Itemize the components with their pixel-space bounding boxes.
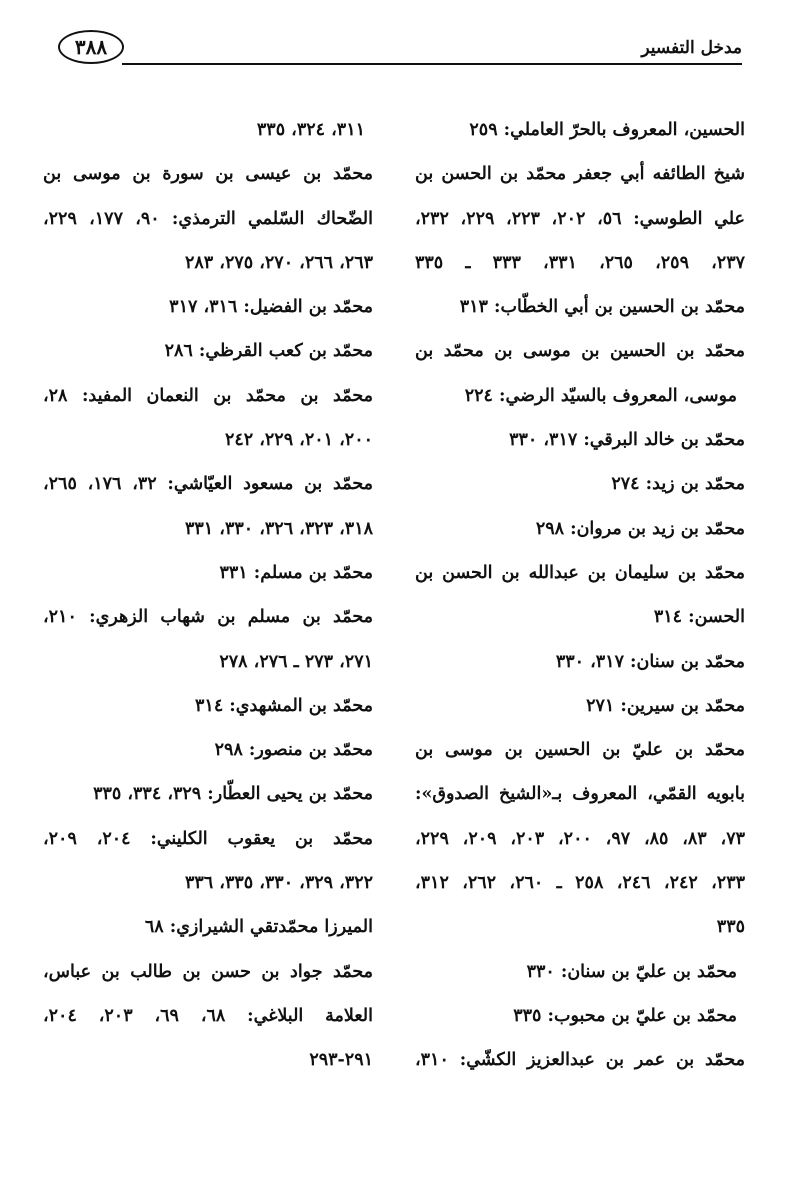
- page-number: ٣٨٨: [58, 30, 124, 64]
- index-entry-line: العلامة البلاغي: ٦٨، ٦٩، ٢٠٣، ٢٠٤،: [43, 1005, 373, 1026]
- index-entry-line: محمّد جواد بن حسن بن طالب بن عباس،: [43, 961, 373, 982]
- index-entry-line: محمّد بن عليّ بن الحسين بن موسى بن: [415, 740, 745, 761]
- index-entry-line: محمّد بن سليمان بن عبدالله بن الحسن بن: [415, 562, 745, 583]
- index-entry-line: محمّد بن عليّ بن محبوب: ٣٣٥: [513, 1005, 737, 1026]
- index-entry-line: ٣٢٢، ٣٢٩، ٣٣٠، ٣٣٥، ٣٣٦: [184, 873, 373, 894]
- index-entry-line: علي الطوسي: ٥٦، ٢٠٢، ٢٢٣، ٢٢٩، ٢٣٢،: [415, 208, 745, 229]
- index-entry-line: بابويه القمّي، المعروف بـ«الشيخ الصدوق»:: [415, 784, 745, 805]
- index-entry-line: محمّد بن مسلم بن شهاب الزهري: ٢١٠،: [43, 607, 373, 628]
- running-title: مدخل التفسير: [641, 38, 742, 58]
- index-entry-line: محمّد بن عمر بن عبدالعزيز الكشّي: ٣١٠،: [415, 1050, 745, 1071]
- index-entry-line: محمّد بن المشهدي: ٣١٤: [195, 695, 373, 716]
- index-entry-line: محمّد بن محمّد بن النعمان المفيد: ٢٨،: [43, 385, 373, 406]
- index-entry-line: شيخ الطائفه أبي جعفر محمّد بن الحسن بن: [415, 164, 745, 185]
- index-entry-line: محمّد بن منصور: ٢٩٨: [214, 740, 373, 761]
- index-entry-line: محمّد بن سنان: ٣١٧، ٣٣٠: [555, 651, 745, 672]
- header-rule: [122, 63, 742, 65]
- index-entry-line: محمّد بن سيرين: ٢٧١: [586, 695, 745, 716]
- index-entry-line: ٣٣٥: [716, 917, 745, 938]
- index-entry-line: الضّحاك السّلمي الترمذي: ٩٠، ١٧٧، ٢٢٩،: [43, 208, 373, 229]
- index-entry-line: محمّد بن زيد: ٢٧٤: [611, 474, 745, 495]
- index-entry-line: محمّد بن كعب القرظي: ٢٨٦: [164, 341, 373, 362]
- index-entry-line: محمّد بن الفضيل: ٣١٦، ٣١٧: [169, 297, 373, 318]
- index-entry-line: محمّد بن يحيى العطّار: ٣٢٩، ٣٣٤، ٣٣٥: [93, 784, 373, 805]
- index-entry-line: ٢٩١-٢٩٣: [309, 1050, 373, 1071]
- index-entry-line: محمّد بن مسعود العيّاشي: ٣٢، ١٧٦، ٢٦٥،: [43, 474, 373, 495]
- index-entry-line: الحسين، المعروف بالحرّ العاملي: ٢٥٩: [469, 120, 745, 140]
- index-entry-line: محمّد بن مسلم: ٣٣١: [219, 562, 373, 583]
- index-entry-line: محمّد بن زيد بن مروان: ٢٩٨: [535, 518, 745, 539]
- index-entry-line: محمّد بن الحسين بن موسى بن محمّد بن: [415, 341, 745, 362]
- index-entry-line: محمّد بن يعقوب الكليني: ٢٠٤، ٢٠٩،: [43, 828, 373, 849]
- index-entry-line: ٧٣، ٨٣، ٨٥، ٩٧، ٢٠٠، ٢٠٣، ٢٠٩، ٢٢٩،: [415, 828, 745, 849]
- page-header: [58, 30, 742, 70]
- index-entry-line: الميرزا محمّدتقي الشيرازي: ٦٨: [144, 917, 373, 938]
- index-column-right: [415, 108, 745, 1083]
- index-entry-line: ٢٠٠، ٢٠١، ٢٢٩، ٢٤٢: [224, 430, 373, 451]
- index-entry-line: محمّد بن عيسى بن سورة بن موسى بن: [43, 164, 373, 185]
- index-entry-line: ٣١١، ٣٢٤، ٣٣٥: [256, 120, 365, 140]
- index-entry-line: محمّد بن الحسين بن أبي الخطّاب: ٣١٣: [459, 297, 745, 318]
- index-entry-line: ٢٧١، ٢٧٣ ـ ٢٧٦، ٢٧٨: [219, 651, 373, 672]
- index-entry-line: ٢٣٧، ٢٥٩، ٢٦٥، ٣٣١، ٣٣٣ ـ ٣٣٥: [415, 252, 745, 273]
- index-entry-line: محمّد بن عليّ بن سنان: ٣٣٠: [526, 961, 737, 982]
- index-entry-line: محمّد بن خالد البرقي: ٣١٧، ٣٣٠: [509, 430, 745, 451]
- index-entry-line: موسى، المعروف بالسيّد الرضي: ٢٢٤: [464, 385, 737, 406]
- index-entry-line: الحسن: ٣١٤: [653, 607, 745, 628]
- index-entry-line: ٢٦٣، ٢٦٦، ٢٧٠، ٢٧٥، ٢٨٣: [184, 252, 373, 273]
- index-entry-line: ٢٣٣، ٢٤٢، ٢٤٦، ٢٥٨ ـ ٢٦٠، ٢٦٢، ٣١٢،: [415, 873, 745, 894]
- index-entry-line: ٣١٨، ٣٢٣، ٣٢٦، ٣٣٠، ٣٣١: [184, 518, 373, 539]
- index-column-left: [43, 108, 373, 1083]
